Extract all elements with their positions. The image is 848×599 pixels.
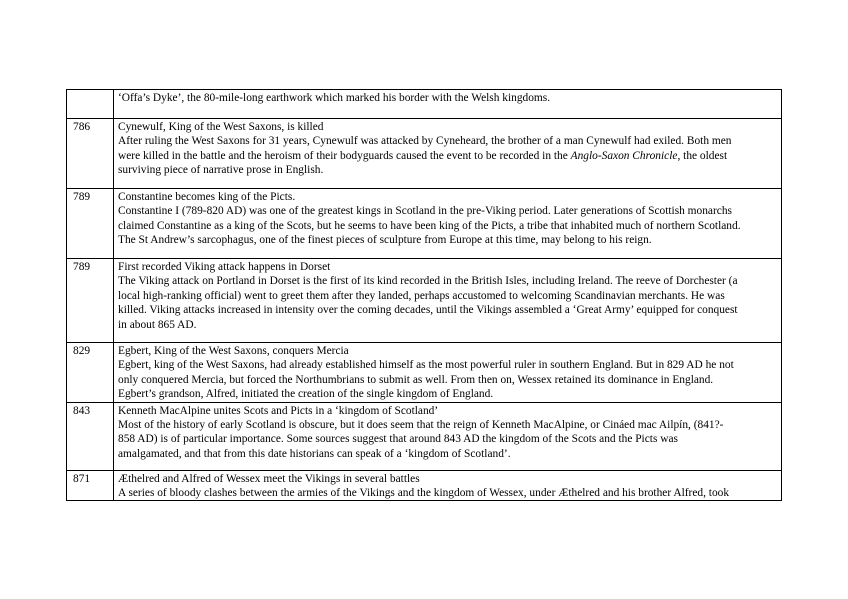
table-row [67,119,782,189]
description-line: killed. Viking attacks increased in intensity over the coming decades, until the Vikings assembled a ‘Great Army’ equipped for conquest [118,304,738,317]
description-line: Constantine I (789-820 AD) was one of the greatest kings in Scotland in the pre-Viking period. Later generations of Scottish monarchs [118,205,732,218]
description-line: only conquered Mercia, but forced the Northumbrians to submit as well. From then on, Wessex retained its dominance in England. [118,373,714,386]
table-row [67,343,782,403]
event-title: First recorded Viking attack happens in Dorset [118,261,331,273]
description-line: Egbert, king of the West Saxons, had already established himself as the most powerful ruler in southern England. But in 829 AD he not [118,359,734,372]
description-cell [114,259,782,343]
description-cell [114,470,782,501]
description-cell [114,402,782,470]
chronicle-title: Anglo-Saxon Chronicle [570,149,678,162]
description-line: A series of bloody clashes between the armies of the Vikings and the kingdom of Wessex, under Æthelred and his brother Alfred, took [118,487,730,500]
table-row [67,90,782,119]
description-line: were killed in the battle and the heroism of their bodyguards caused the event to be recorded in the Anglo-Saxon Chronicle, the oldest [118,149,728,162]
year-cell: 789 [67,259,114,343]
table-row [67,259,782,343]
year-cell [67,90,114,119]
event-title: Æthelred and Alfred of Wessex meet the Vikings in several battles [118,472,420,485]
event-title: Kenneth MacAlpine unites Scots and Picts in a ‘kingdom of Scotland’ [118,404,439,417]
description-line: amalgamated, and that from this date historians can speak of a ‘kingdom of Scotland’. [118,447,511,460]
description-cell [114,189,782,259]
event-title: Egbert, King of the West Saxons, conquers Mercia [118,345,349,357]
year-cell: 871 [67,470,114,501]
description-line: local high-ranking official) went to greet them after they landed, perhaps accustomed to welcoming Scandinavian merchants. He was [118,289,725,302]
table-row [67,402,782,470]
description-line: 858 AD) is of particular importance. Some sources suggest that around 843 AD the kingdom of the Scots and the Picts was [118,433,678,446]
year-cell: 829 [67,343,114,403]
event-title: Cynewulf, King of the West Saxons, is killed [118,121,324,133]
description-cell [114,119,782,189]
description-cell [114,90,782,119]
description-line: The Viking attack on Portland in Dorset is the first of its kind recorded in the British Isles, including Ireland. The reeve of Dorchester (a [118,275,738,288]
table-row [67,189,782,259]
table-row [67,470,782,501]
description-line: Most of the history of early Scotland is obscure, but it does seem that the reign of Kenneth MacAlpine, or Cináed mac Ailpín, (841?- [118,419,724,432]
event-title: Constantine becomes king of the Picts. [118,191,296,203]
description-line: The St Andrew’s sarcophagus, one of the finest pieces of sculpture from Europe at this time, may belong to his reign. [118,234,652,247]
timeline-table [66,89,782,501]
description-line: After ruling the West Saxons for 31 years, Cynewulf was attacked by Cyneheard, the brother of a man Cynewulf had exiled. Both men [118,135,732,148]
year-cell: 786 [67,119,114,189]
description-line: claimed Constantine as a king of the Scots, but he seems to have been king of the Picts, a tribe that inhabited much of northern Scotland. [118,219,741,232]
year-cell: 843 [67,402,114,470]
description-line: in about 865 AD. [118,318,197,331]
description-line: Egbert’s grandson, Alfred, initiated the creation of the single kingdom of England. [118,388,494,401]
year-cell: 789 [67,189,114,259]
description-line: surviving piece of narrative prose in English. [118,164,324,177]
description-line: ‘Offa’s Dyke’, the 80-mile-long earthwork which marked his border with the Welsh kingdoms. [118,92,551,104]
description-cell [114,343,782,403]
